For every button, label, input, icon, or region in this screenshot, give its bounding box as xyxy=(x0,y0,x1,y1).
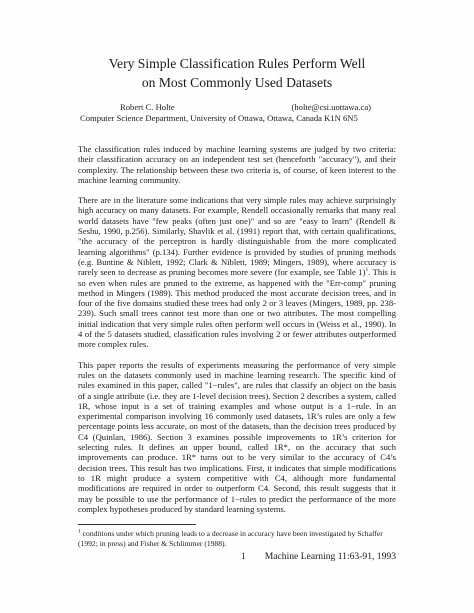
page-number: 1 xyxy=(241,551,246,562)
footnote-reference: 1 xyxy=(365,267,369,274)
paper-page xyxy=(78,54,396,548)
intro-paragraph xyxy=(78,195,396,349)
author-affiliation: Computer Science Department, University of Ottawa, Ottawa, Canada K1N 6N5 xyxy=(80,113,358,123)
footnote-number: 1 xyxy=(78,528,81,535)
intro-text-before: There are in the literature some indications that very simple rules may achieve surprisingly high accuracy on many datasets. For example, Rendell occasionally remarks that many real world datasets have "few peaks (often just one)" and so are "easy to learn" (Rendell & Seshu, 1990, p.256). Similarly, Shavlik et al. (1991) report that, with certain qualifications, "the accuracy of the perceptron is hardly distinguishable from the more complicated learning algorithms" (p.134). Further evidence is provided by studies of pruning methods (e.g. Buntine & Niblett, 1992; Clark & Niblett, 1989; Mingers, 1989), where accuracy is rarely seen to decrease as pruning becomes more severe (for example, see Table 1) xyxy=(78,195,396,278)
summary-paragraph: This paper reports the results of experiments measuring the performance of very simple rules on the datasets commonly used in machine learning research. The specific kind of rules examined in this paper, called "1−rules", are rules that classify an object on the basis of a single attribute (i.e. they are 1-level decision trees). Section 2 describes a system, called 1R, whose input is a set of training examples and whose output is a 1−rule. In an experimental comparison involving 16 commonly used datasets, 1R’s rules are only a few percentage points less accurate, on most of the datasets, than the decision trees produced by C4 (Quinlan, 1986). Section 3 examines possible improvements to 1R’s criterion for selecting rules. It defines an upper bound, called 1R*, on the accuracy that such improvements can produce. 1R* turns out to be very similar to the accuracy of C4’s decision trees. This result has two implications. First, it indicates that simple modifications to 1R might produce a system competitive with C4, although more fundamental modifications are required in order to outperform C4. Second, this result suggests that it may be possible to use the performance of 1−rules to predict the performance of the more complex hypotheses produced by standard learning systems. xyxy=(78,359,396,514)
intro-text-after: . This is so even when rules are pruned to the extreme, as happened with the "Err-comp" pruning method in Mingers (1989). This method produced the most accurate decision trees, and in four of the five domains studied these trees had only 2 or 3 leaves (Mingers, 1989, pp. 238-239). Such small trees cannot test more than one or two attributes. The most compelling initial indication that very simple rules often perform well occurs in (Weiss et al., 1990). In 4 of the 5 datasets studied, classification rules involving 2 or fewer attributes outperformed more complex rules. xyxy=(78,267,396,350)
author-email: (holte@csi.uottawa.ca) xyxy=(291,102,371,112)
footnote-text: conditions under which pruning leads to a decrease in accuracy have been investigated by Schaffer (1992; in press) and Fisher & Schlimmer (1988). xyxy=(78,529,383,548)
title-line-2: on Most Commonly Used Datasets xyxy=(141,75,333,90)
author-block xyxy=(78,102,396,124)
author-name: Robert C. Holte xyxy=(120,102,175,112)
footnote-divider xyxy=(78,524,196,525)
paper-title xyxy=(78,54,396,92)
footnote xyxy=(78,529,396,548)
title-line-1: Very Simple Classification Rules Perform Well xyxy=(108,56,366,71)
journal-citation: Machine Learning 11:63-91, 1993 xyxy=(264,551,396,562)
abstract-paragraph: The classification rules induced by machine learning systems are judged by two criteria: their classification accuracy on an independent test set (henceforth "accuracy"), and their complexity. The relationship between these two criteria is, of course, of keen interest to the machine learning community. xyxy=(78,144,396,185)
